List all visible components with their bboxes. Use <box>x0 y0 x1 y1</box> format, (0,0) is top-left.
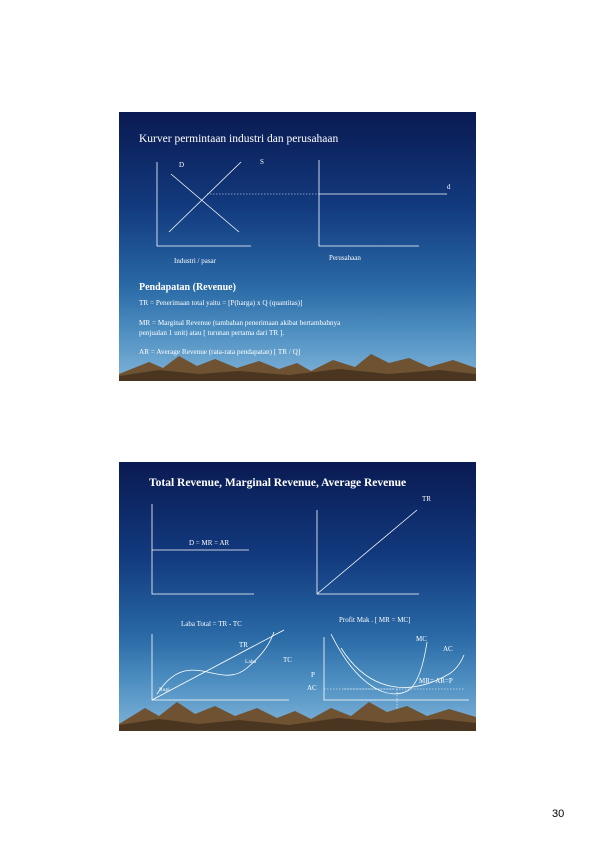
slide-demand-curves <box>119 112 476 381</box>
mr-definition-line1: MR = Marginal Revenue (tambahan penerimaan akibat bertambahnya <box>139 319 341 327</box>
label-d-upper: D <box>179 161 185 169</box>
tr-line <box>317 510 417 594</box>
label-laba: Laba <box>245 659 256 665</box>
mr-definition-line2: penjualan 1 unit) atau [ turunan pertama dari TR ]. <box>139 329 285 337</box>
tc-curve <box>157 632 274 694</box>
revenue-subtitle: Pendapatan (Revenue) <box>139 282 236 293</box>
page-number: 30 <box>552 808 565 820</box>
label-ac-axis: AC <box>307 684 317 692</box>
label-tr-top: TR <box>422 495 431 503</box>
mc-curve <box>331 634 427 694</box>
label-industri: Industri / pasar <box>174 257 216 265</box>
ar-definition: AR = Average Revenue (rata-rata pendapatan) [ TR / Q] <box>139 348 301 356</box>
label-tc: TC <box>283 656 292 664</box>
industry-market-graph <box>157 162 251 246</box>
label-p: P <box>311 671 315 679</box>
demand-graph-axes <box>152 504 254 594</box>
industry-supply-curve <box>169 162 241 232</box>
label-profit-mak: Profit Mak . [ MR = MC] <box>339 616 411 624</box>
label-perusahaan: Perusahaan <box>329 254 361 262</box>
label-laba-total: Laba Total = TR - TC <box>181 620 242 628</box>
slide1-title: Kurver permintaan industri dan perusahaan <box>139 133 339 145</box>
label-rugi: Rugi <box>159 687 170 693</box>
industry-demand-curve <box>171 174 239 232</box>
slide1-background-graphics <box>119 112 476 381</box>
label-d-lower: d <box>447 183 451 191</box>
label-tr-lower: TR <box>239 641 248 649</box>
label-mr-ar-p: MR= AR=P <box>419 677 453 685</box>
label-d-mr-ar: D = MR = AR <box>189 539 230 547</box>
label-mc: MC <box>416 635 427 643</box>
slide-revenue-curves <box>119 462 476 731</box>
lower-tr-line <box>152 630 284 700</box>
label-ac: AC <box>443 645 453 653</box>
firm-graph <box>319 160 447 246</box>
slide2-title: Total Revenue, Marginal Revenue, Average Revenue <box>149 477 407 489</box>
label-s: S <box>260 158 264 166</box>
firm-axes <box>319 160 419 246</box>
tr-definition: TR = Penerimaan total yaitu = [P(harga) x Q (quantitas)] <box>139 299 303 307</box>
